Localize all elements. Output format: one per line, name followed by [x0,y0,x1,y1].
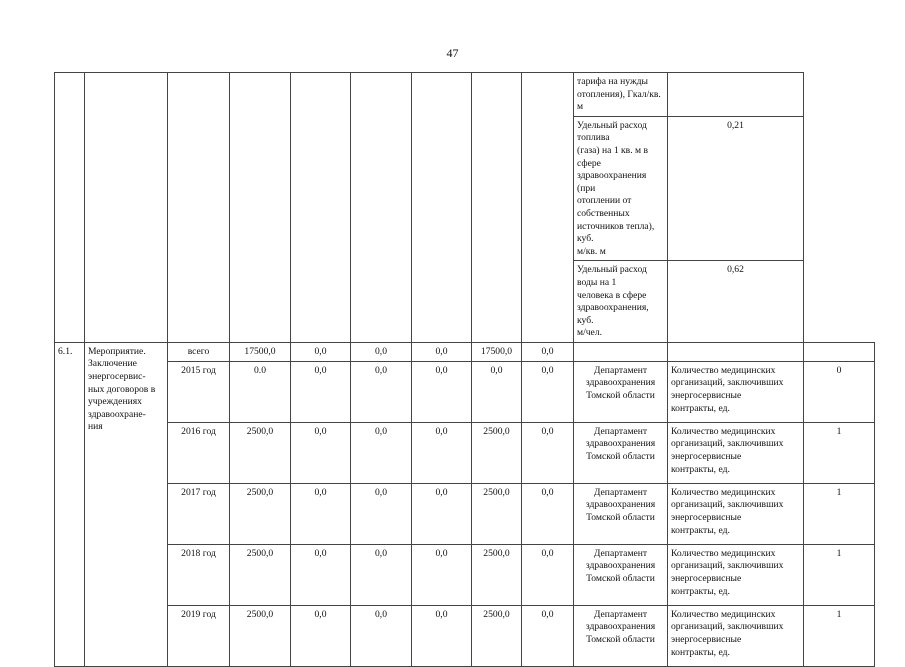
empty-cell [55,73,85,343]
indicator-cell-line: контракты, ед. [671,463,730,475]
executor-cell-line: здравоохранения [585,560,656,572]
indicator-cell-line: организаций, заключивших [671,621,784,633]
indicator-cell-line: организаций, заключивших [671,377,784,389]
indicator-cell-line: (газа) на 1 кв. м в сфере [577,144,649,169]
executor-cell-line: Томской области [586,634,655,646]
funding-value: 0,0 [291,483,351,544]
measure-name-line: здравоохране- [88,408,146,420]
executor-cell-line: здравоохранения [585,438,656,450]
funding-value: 0,0 [522,422,574,483]
executor-cell-line: Томской области [586,573,655,585]
indicator-cell-line: тарифа на нужды [577,76,648,87]
measure-name-line: Мероприятие. [88,345,146,357]
executor-cell [574,422,668,483]
measure-number: 6.1. [55,342,85,666]
executor-cell-line: здравоохранения [585,377,656,389]
funding-value: 0,0 [291,605,351,666]
indicator-value-cell: 0,21 [668,116,804,261]
funding-value: 2500,0 [230,544,291,605]
funding-value: 0,0 [412,605,472,666]
funding-value: 2500,0 [472,605,522,666]
indicator-cell [668,483,804,544]
indicator-value-cell: 1 [804,422,875,483]
measure-name [85,342,168,666]
page-number: 47 [446,46,459,60]
funding-value: 2500,0 [230,483,291,544]
indicator-continuation-row [55,73,875,117]
indicator-cell-line: энергосервисные [671,634,742,646]
funding-value: 0,0 [351,361,412,422]
empty-cell [522,73,574,343]
indicator-value-cell: 1 [804,483,875,544]
indicator-cell-line: здравоохранения (при [577,170,647,194]
executor-cell-line: Департамент [593,486,648,498]
executor-cell-line: Департамент [593,608,648,620]
executor-cell-line: Томской области [586,512,655,524]
indicator-value-cell [804,342,875,361]
period-cell: 2018 год [168,544,230,605]
measure-year-row [55,361,875,422]
measure-name-line: учреждениях [88,396,142,408]
funding-value: 0,0 [291,361,351,422]
executor-cell [574,483,668,544]
period-cell: 2017 год [168,483,230,544]
period-cell: 2019 год [168,605,230,666]
funding-value: 0,0 [522,605,574,666]
indicator-cell-line: Количество медицинских [671,364,776,376]
funding-value: 0,0 [351,342,412,361]
executor-cell [574,605,668,666]
indicator-cell-line: отоплении от собственных [577,195,632,219]
measure-year-row [55,422,875,483]
executor-cell-line: Томской области [586,451,655,463]
measure-year-row [55,544,875,605]
indicator-cell-line: м/чел. [577,327,603,339]
measure-name-line: ния [88,421,103,433]
indicator-cell [574,73,668,117]
indicator-cell-line: Количество медицинских [671,547,776,559]
empty-cell [168,73,230,343]
empty-cell [351,73,412,343]
indicator-cell-line: энергосервисные [671,512,742,524]
measure-name-line: ных договоров в [88,383,156,395]
executor-cell-line: Департамент [593,425,648,437]
indicator-cell-line: организаций, заключивших [671,560,784,572]
funding-value: 0,0 [522,483,574,544]
funding-value: 0,0 [291,544,351,605]
measure-name-line: Заключение [88,358,137,370]
funding-value: 0,0 [472,361,522,422]
indicator-value-cell: 1 [804,605,875,666]
indicator-cell-line: Количество медицинских [671,608,776,620]
executor-cell-line: здравоохранения [585,499,656,511]
funding-value: 2500,0 [230,422,291,483]
indicator-cell [574,116,668,261]
indicator-cell-line: Количество медицинских [671,486,776,498]
executor-cell-line: Департамент [593,364,648,376]
funding-value: 0,0 [412,483,472,544]
indicator-cell-line: здравоохранения, куб. [577,302,649,326]
funding-value: 0,0 [291,422,351,483]
funding-value: 0,0 [351,544,412,605]
indicator-cell-line: источников тепла), куб. [577,220,655,245]
empty-cell [291,73,351,343]
measure-year-row [55,483,875,544]
executor-cell [574,361,668,422]
indicator-cell [668,422,804,483]
funding-value: 0,0 [412,361,472,422]
funding-value: 0.0 [230,361,291,422]
indicator-cell [668,544,804,605]
indicator-cell-line: контракты, ед. [671,524,730,536]
indicator-cell [668,342,804,361]
indicator-cell-line: контракты, ед. [671,402,730,414]
indicator-value-cell: 1 [804,544,875,605]
indicator-cell [574,261,668,343]
empty-cell [472,73,522,343]
indicator-cell-line: энергосервисные [671,573,742,585]
program-table [54,72,875,667]
measure-total-row [55,342,875,361]
indicator-cell-line: организаций, заключивших [671,499,784,511]
funding-value: 2500,0 [472,483,522,544]
indicator-cell-line: человека в сфере [577,289,647,301]
funding-value: 0,0 [412,342,472,361]
indicator-cell-line: контракты, ед. [671,646,730,658]
indicator-cell [668,605,804,666]
executor-cell-line: здравоохранения [585,621,656,633]
funding-value: 0,0 [351,605,412,666]
indicator-cell-line: Удельный расход топлива [577,119,647,144]
executor-cell [574,342,668,361]
funding-value: 2500,0 [472,544,522,605]
funding-value: 2500,0 [472,422,522,483]
funding-value: 0,0 [351,422,412,483]
indicator-cell-line: Удельный расход воды на 1 [577,264,647,288]
funding-value: 0,0 [522,544,574,605]
indicator-cell-line: Количество медицинских [671,425,776,437]
funding-value: 17500,0 [472,342,522,361]
funding-value: 0,0 [412,544,472,605]
indicator-cell-line: энергосервисные [671,451,742,463]
funding-value: 0,0 [351,483,412,544]
funding-value: 2500,0 [230,605,291,666]
indicator-cell [668,361,804,422]
empty-cell [85,73,168,343]
funding-value: 0,0 [412,422,472,483]
executor-cell-line: Томской области [586,390,655,402]
empty-cell [230,73,291,343]
indicator-cell-line: м/кв. м [577,245,606,257]
measure-year-row [55,605,875,666]
funding-value: 0,0 [522,361,574,422]
period-cell: 2016 год [168,422,230,483]
measure-name-line: энергосервис- [88,371,146,383]
indicator-cell-line: контракты, ед. [671,585,730,597]
indicator-value-cell: 0,62 [668,261,804,343]
period-cell: всего [168,342,230,361]
funding-value: 17500,0 [230,342,291,361]
executor-cell-line: Департамент [593,547,648,559]
indicator-cell-line: энергосервисные [671,390,742,402]
empty-cell [412,73,472,343]
period-cell: 2015 год [168,361,230,422]
indicator-value-cell: 0 [804,361,875,422]
indicator-cell-line: организаций, заключивших [671,438,784,450]
indicator-cell-line: отопления), Гкал/кв. м [577,88,661,113]
funding-value: 0,0 [291,342,351,361]
funding-value: 0,0 [522,342,574,361]
indicator-value-cell [668,73,804,117]
executor-cell [574,544,668,605]
